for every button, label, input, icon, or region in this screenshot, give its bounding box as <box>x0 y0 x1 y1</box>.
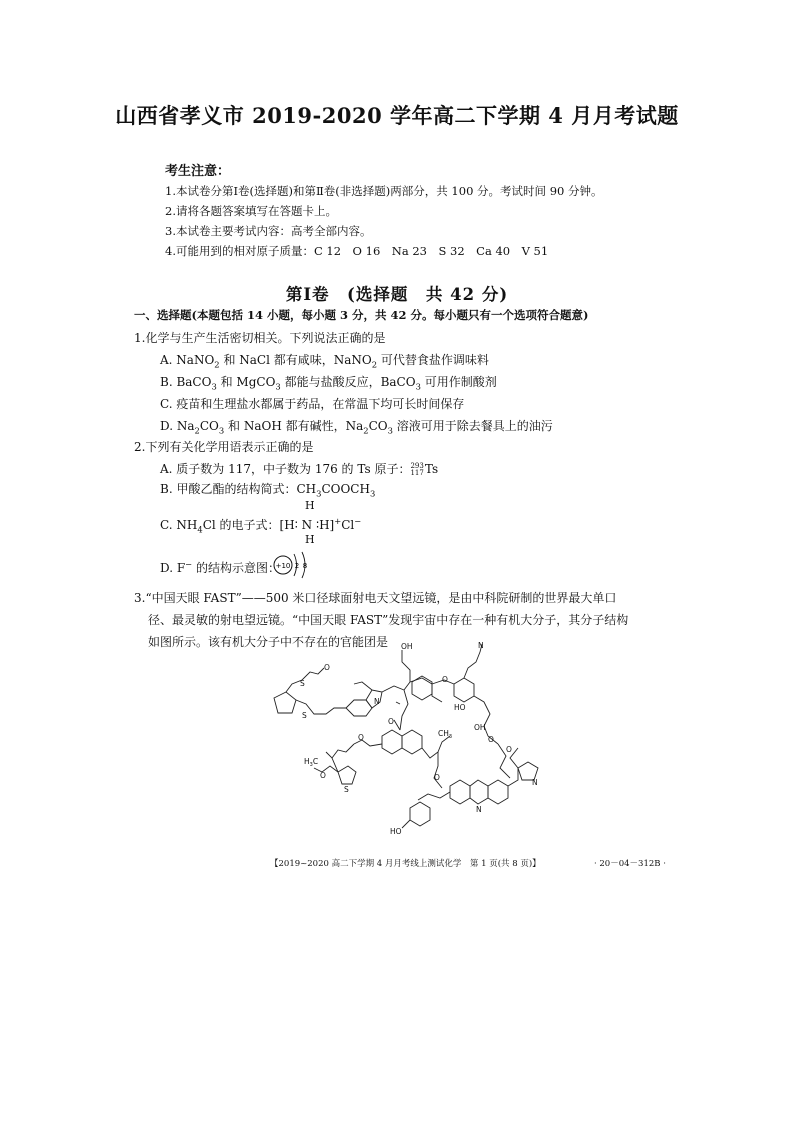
page-title: 山西省孝义市 2019-2020 学年高二下学期 4 月月考试题 <box>115 103 679 128</box>
label-ether-o1: O <box>442 675 448 684</box>
carbazole-a <box>450 780 470 804</box>
label-ether-o2: O <box>358 733 364 742</box>
section-intro: 一、选择题(本题包括 14 小题，每小题 3 分，共 42 分。每小题只有一个选项符合题意) <box>134 308 589 322</box>
phenol-ring <box>410 802 430 826</box>
q1-option-b: B. BaCO$_3$ 和 MgCO$_3$ 都能与盐酸反应，BaCO$_3$ 可用作制酸剂 <box>160 375 497 392</box>
q2-option-a: A. 质子数为 117，中子数为 176 的 Ts 原子： 293 117 Ts <box>160 461 439 477</box>
q1-stem: 1.化学与生产生活密切相关。下列说法正确的是 <box>134 331 386 345</box>
label-pyrrolidine-n: N <box>532 778 538 787</box>
q3-line-3: 如图所示。该有机大分子中不存在的官能团是 <box>148 635 389 649</box>
notice-item-2: 2.请将各题答案填写在答题卡上。 <box>165 204 337 218</box>
thiolane-ring-bottom <box>338 766 356 784</box>
label-oh-acid: OH <box>474 723 486 732</box>
shell-2-count: 8 <box>302 562 308 570</box>
label-ketone-o: O <box>388 717 394 726</box>
label-carbazole-n: N <box>476 805 482 814</box>
label-indole-n: N <box>374 697 380 706</box>
label-ho-phenol: HO <box>390 827 402 836</box>
q3-line-2: 径、最灵敏的射电望远镜。“中国天眼 FAST”发现宇宙中存在一种有机大分子，其分子结构 <box>148 613 629 627</box>
q1-option-c: C. 疫苗和生理盐水都属于药品，在常温下均可长时间保存 <box>160 397 465 411</box>
label-s1: S <box>300 679 305 688</box>
label-s-ring: S <box>344 785 349 794</box>
q2-option-d: D. F− 的结构示意图： <box>160 559 281 575</box>
carbazole-c <box>488 780 508 804</box>
label-oh-top: OH <box>401 642 413 651</box>
notice-item-1: 1.本试卷分第Ⅰ卷(选择题)和第Ⅱ卷(非选择题)两部分，共 100 分。考试时间 90 分钟。 <box>165 184 603 198</box>
footer-code: · 20－04－312B · <box>594 859 666 869</box>
fluoride-structure-diagram <box>272 550 316 580</box>
label-ether-o3: O <box>506 745 512 754</box>
benzene-center <box>412 676 432 700</box>
naphthalene-b <box>402 730 422 754</box>
footer-page-info: 【2019~2020 高二下学期 4 月月考线上测试化学 第 1 页(共 8 页)】 <box>270 859 541 869</box>
label-h3c: $H_3C$ <box>304 757 319 768</box>
label-s2: S <box>302 711 307 720</box>
molecule-structure-figure <box>262 640 562 840</box>
label-ch3-top: $CH_3$ <box>438 729 453 740</box>
q2-electron-h-top: H <box>305 499 315 512</box>
carbazole-b <box>470 780 488 804</box>
shell-1-count: 2 <box>294 562 300 570</box>
nucleus-charge: +10 <box>275 562 291 570</box>
q3-line-1: 3.“中国天眼 FAST”——500 米口径球面射电天文望远镜，是由中科院研制的世界最大单口 <box>134 591 617 605</box>
q2-electron-h-bottom: H <box>305 533 315 546</box>
label-nitrile-n: N <box>478 641 484 650</box>
naphthalene-a <box>382 730 402 754</box>
label-o-acid: O <box>488 735 494 744</box>
q2-option-b: B. 甲酸乙酯的结构简式：$CH_3COOCH_3$ <box>160 482 376 499</box>
thiolane-ring-left <box>274 692 296 713</box>
q2-stem: 2.下列有关化学用语表示正确的是 <box>134 440 314 454</box>
benzene-right <box>454 678 474 702</box>
q1-option-d: D. $Na_2CO_3$ 和 NaOH 都有碱性，$Na_2CO_3$ 溶液可用于除去餐具上的油污 <box>160 419 553 436</box>
notice-item-4: 4.可能用到的相对原子质量：C 12 O 16 Na 23 S 32 Ca 40 V 51 <box>165 244 549 258</box>
section-title: 第Ⅰ卷 (选择题 共 42 分) <box>285 285 509 304</box>
label-ester-o2: O <box>434 773 440 782</box>
notice-heading: 考生注意： <box>165 164 231 179</box>
label-ho-ring: HO <box>454 703 466 712</box>
q2-option-c: C. $NH_4Cl$ 的电子式：[H∶ N ∶H]+Cl− <box>160 516 362 535</box>
notice-item-3: 3.本试卷主要考试内容：高考全部内容。 <box>165 224 372 238</box>
label-ester-o: O <box>320 771 326 780</box>
label-aldehyde-o: O <box>324 663 330 672</box>
q1-option-a: A. NaNO$_2$ 和 NaCl 都有咸味，NaNO$_2$ 可代替食盐作调味料 <box>160 353 489 370</box>
